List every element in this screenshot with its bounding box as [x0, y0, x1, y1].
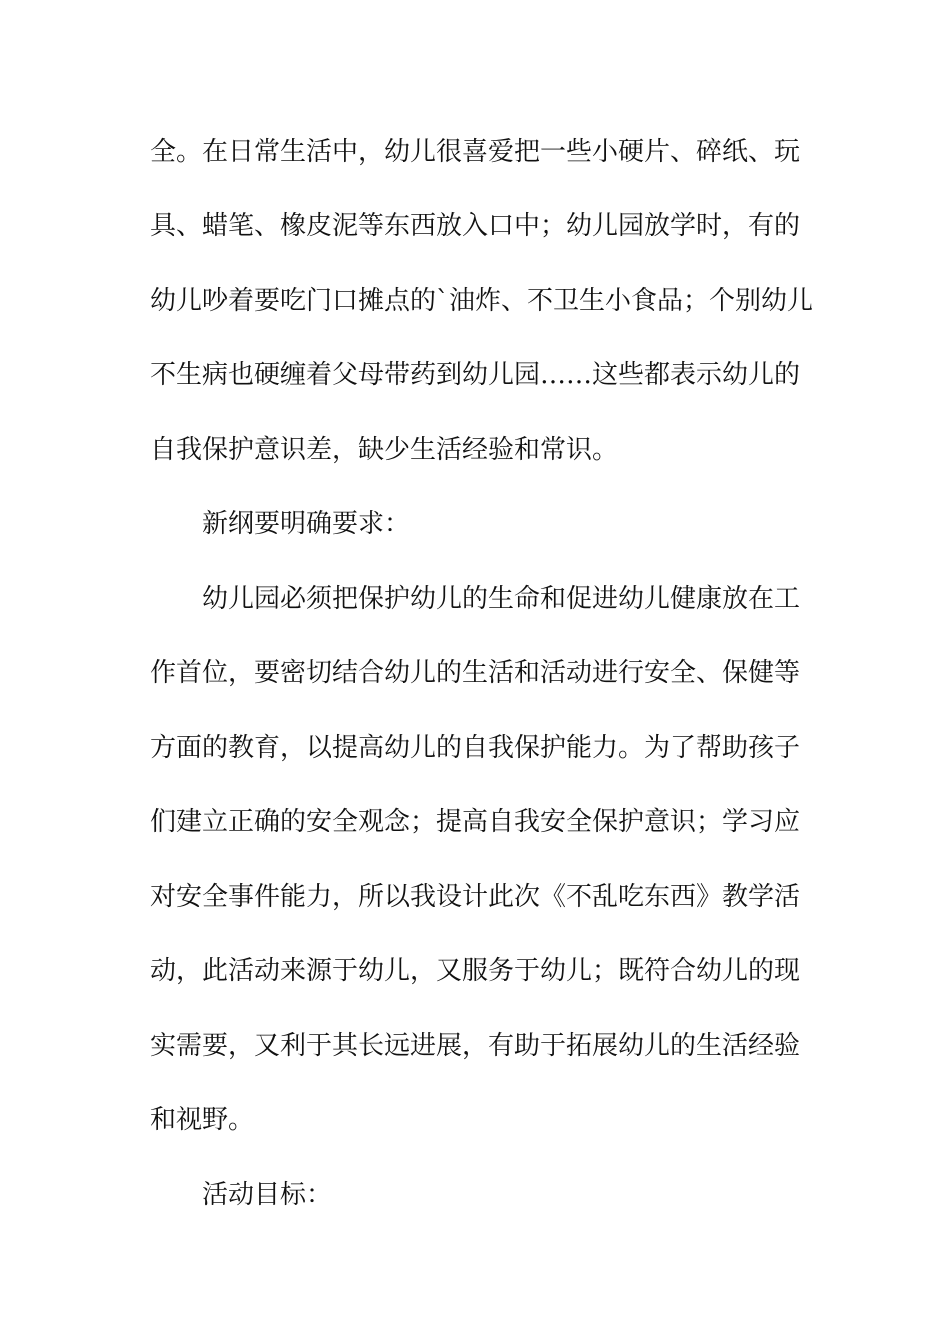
text-line: 幼儿园必须把保护幼儿的生命和促进幼儿健康放在工: [202, 584, 801, 614]
text-line: 动，此活动来源于幼儿，又服务于幼儿；既符合幼儿的现: [150, 956, 801, 986]
text-line: 自我保护意识差，缺少生活经验和常识。: [150, 435, 619, 465]
text-line: 不生病也硬缠着父母带药到幼儿园……这些都表示幼儿的: [150, 360, 801, 390]
text-line: 作首位，要密切结合幼儿的生活和活动进行安全、保健等: [150, 658, 801, 688]
paragraph-heading: 新纲要明确要求：: [202, 509, 411, 539]
text-line: 幼儿吵着要吃门口摊点的`油炸、不卫生小食品；个别幼儿: [150, 286, 814, 316]
text-line: 具、蜡笔、橡皮泥等东西放入口中；幼儿园放学时，有的: [150, 211, 801, 241]
text-line: 对安全事件能力，所以我设计此次《不乱吃东西》教学活: [150, 882, 801, 912]
section-heading: 活动目标：: [202, 1180, 333, 1210]
text-line: 们建立正确的安全观念；提高自我安全保护意识；学习应: [150, 807, 801, 837]
text-line: 全。在日常生活中，幼儿很喜爱把一些小硬片、碎纸、玩: [150, 137, 801, 167]
text-line: 实需要，又利于其长远进展，有助于拓展幼儿的生活经验: [150, 1031, 801, 1061]
text-line: 方面的教育，以提高幼儿的自我保护能力。为了帮助孩子: [150, 733, 801, 763]
text-line: 和视野。: [150, 1105, 255, 1135]
